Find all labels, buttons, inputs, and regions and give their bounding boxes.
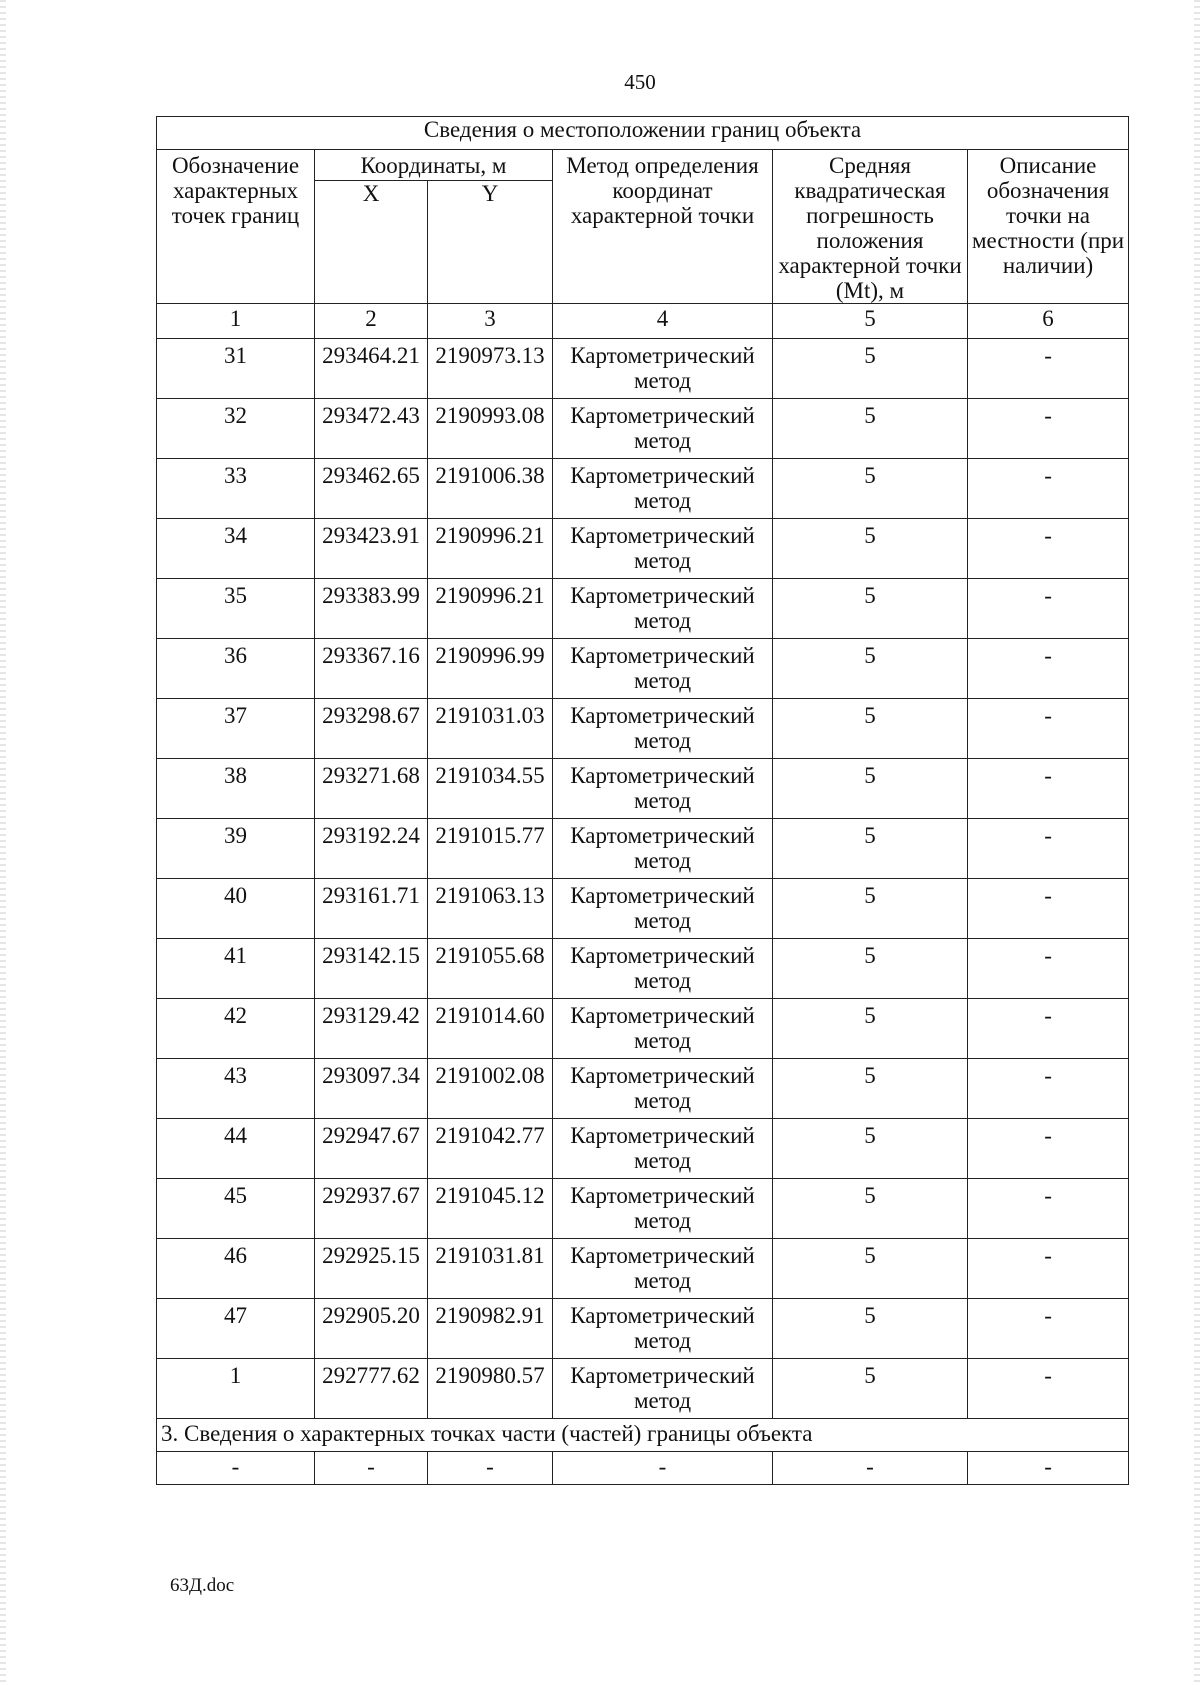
table-row — [157, 459, 1129, 519]
section-3-cell: - — [773, 1452, 968, 1485]
y-cell: 2191031.03 — [428, 699, 553, 759]
description-cell: - — [968, 1359, 1129, 1419]
error-cell: 5 — [773, 1119, 968, 1179]
method-cell: Картометрический метод — [553, 939, 773, 999]
table-row — [157, 819, 1129, 879]
description-cell: - — [968, 519, 1129, 579]
method-cell: Картометрический метод — [553, 1299, 773, 1359]
point-cell: 43 — [157, 1059, 315, 1119]
header-y: Y — [428, 181, 553, 304]
method-cell: Картометрический метод — [553, 759, 773, 819]
table-row — [157, 639, 1129, 699]
y-cell: 2191002.08 — [428, 1059, 553, 1119]
point-cell: 38 — [157, 759, 315, 819]
description-cell: - — [968, 699, 1129, 759]
column-number: 3 — [428, 304, 553, 339]
description-cell: - — [968, 1059, 1129, 1119]
description-cell: - — [968, 1179, 1129, 1239]
header-error: Средняя квадратическая погрешность положения характерной точки (Mt), м — [773, 150, 968, 304]
x-cell: 293367.16 — [315, 639, 428, 699]
description-cell: - — [968, 939, 1129, 999]
point-cell: 1 — [157, 1359, 315, 1419]
x-cell: 292905.20 — [315, 1299, 428, 1359]
method-cell: Картометрический метод — [553, 1059, 773, 1119]
table-row — [157, 1359, 1129, 1419]
point-cell: 39 — [157, 819, 315, 879]
method-cell: Картометрический метод — [553, 1359, 773, 1419]
point-cell: 47 — [157, 1299, 315, 1359]
method-cell: Картометрический метод — [553, 639, 773, 699]
header-description: Описание обозначения точки на местности (при наличии) — [968, 150, 1129, 304]
error-cell: 5 — [773, 579, 968, 639]
scan-edge-left — [0, 0, 6, 1686]
error-cell: 5 — [773, 1059, 968, 1119]
description-cell: - — [968, 459, 1129, 519]
x-cell: 293462.65 — [315, 459, 428, 519]
section-3-title: 3. Сведения о характерных точках части (частей) границы объекта — [157, 1419, 1129, 1452]
footer-filename: 63Д.doc — [170, 1575, 235, 1596]
method-cell: Картометрический метод — [553, 339, 773, 399]
description-cell: - — [968, 879, 1129, 939]
method-cell: Картометрический метод — [553, 579, 773, 639]
page-number: 450 — [624, 70, 656, 94]
error-cell: 5 — [773, 1239, 968, 1299]
y-cell: 2191006.38 — [428, 459, 553, 519]
error-cell: 5 — [773, 399, 968, 459]
y-cell: 2190993.08 — [428, 399, 553, 459]
column-number: 4 — [553, 304, 773, 339]
x-cell: 292777.62 — [315, 1359, 428, 1419]
description-cell: - — [968, 639, 1129, 699]
y-cell: 2191031.81 — [428, 1239, 553, 1299]
point-cell: 34 — [157, 519, 315, 579]
table-caption: Сведения о местоположении границ объекта — [157, 117, 1129, 150]
y-cell: 2191015.77 — [428, 819, 553, 879]
x-cell: 293423.91 — [315, 519, 428, 579]
error-cell: 5 — [773, 639, 968, 699]
method-cell: Картометрический метод — [553, 1119, 773, 1179]
method-cell: Картометрический метод — [553, 1239, 773, 1299]
point-cell: 42 — [157, 999, 315, 1059]
point-cell: 37 — [157, 699, 315, 759]
table-row — [157, 1119, 1129, 1179]
error-cell: 5 — [773, 699, 968, 759]
description-cell: - — [968, 999, 1129, 1059]
table-row — [157, 939, 1129, 999]
y-cell: 2190982.91 — [428, 1299, 553, 1359]
table-row — [157, 999, 1129, 1059]
x-cell: 293161.71 — [315, 879, 428, 939]
point-cell: 40 — [157, 879, 315, 939]
point-cell: 44 — [157, 1119, 315, 1179]
x-cell: 293383.99 — [315, 579, 428, 639]
section-3-cell: - — [553, 1452, 773, 1485]
y-cell: 2191014.60 — [428, 999, 553, 1059]
y-cell: 2190996.99 — [428, 639, 553, 699]
table-row — [157, 1299, 1129, 1359]
y-cell: 2191034.55 — [428, 759, 553, 819]
x-cell: 293298.67 — [315, 699, 428, 759]
error-cell: 5 — [773, 459, 968, 519]
table-row — [157, 519, 1129, 579]
error-cell: 5 — [773, 1359, 968, 1419]
y-cell: 2190996.21 — [428, 519, 553, 579]
method-cell: Картометрический метод — [553, 699, 773, 759]
description-cell: - — [968, 1239, 1129, 1299]
y-cell: 2190980.57 — [428, 1359, 553, 1419]
x-cell: 293192.24 — [315, 819, 428, 879]
y-cell: 2191055.68 — [428, 939, 553, 999]
column-number: 5 — [773, 304, 968, 339]
x-cell: 293271.68 — [315, 759, 428, 819]
method-cell: Картометрический метод — [553, 519, 773, 579]
y-cell: 2191063.13 — [428, 879, 553, 939]
point-cell: 45 — [157, 1179, 315, 1239]
method-cell: Картометрический метод — [553, 399, 773, 459]
method-cell: Картометрический метод — [553, 879, 773, 939]
error-cell: 5 — [773, 1179, 968, 1239]
error-cell: 5 — [773, 339, 968, 399]
table-row — [157, 1059, 1129, 1119]
y-cell: 2191042.77 — [428, 1119, 553, 1179]
x-cell: 293097.34 — [315, 1059, 428, 1119]
description-cell: - — [968, 1119, 1129, 1179]
column-number: 2 — [315, 304, 428, 339]
method-cell: Картометрический метод — [553, 459, 773, 519]
x-cell: 292947.67 — [315, 1119, 428, 1179]
header-coordinates: Координаты, м — [315, 150, 553, 181]
section-3-cell: - — [428, 1452, 553, 1485]
y-cell: 2190973.13 — [428, 339, 553, 399]
error-cell: 5 — [773, 519, 968, 579]
description-cell: - — [968, 759, 1129, 819]
point-cell: 31 — [157, 339, 315, 399]
description-cell: - — [968, 339, 1129, 399]
method-cell: Картометрический метод — [553, 999, 773, 1059]
description-cell: - — [968, 819, 1129, 879]
x-cell: 293129.42 — [315, 999, 428, 1059]
header-designation: Обозначение характерных точек границ — [157, 150, 315, 304]
section-3-cell: - — [157, 1452, 315, 1485]
header-method: Метод определения координат характерной точки — [553, 150, 773, 304]
table-row — [157, 579, 1129, 639]
description-cell: - — [968, 579, 1129, 639]
table-row — [157, 1179, 1129, 1239]
method-cell: Картометрический метод — [553, 1179, 773, 1239]
boundary-coordinates-table — [156, 116, 1129, 1485]
column-number: 1 — [157, 304, 315, 339]
point-cell: 36 — [157, 639, 315, 699]
table-row — [157, 1239, 1129, 1299]
description-cell: - — [968, 399, 1129, 459]
y-cell: 2191045.12 — [428, 1179, 553, 1239]
section-3-cell: - — [315, 1452, 428, 1485]
error-cell: 5 — [773, 879, 968, 939]
y-cell: 2190996.21 — [428, 579, 553, 639]
error-cell: 5 — [773, 939, 968, 999]
error-cell: 5 — [773, 999, 968, 1059]
error-cell: 5 — [773, 1299, 968, 1359]
x-cell: 293142.15 — [315, 939, 428, 999]
point-cell: 32 — [157, 399, 315, 459]
section-3-cell: - — [968, 1452, 1129, 1485]
x-cell: 292937.67 — [315, 1179, 428, 1239]
x-cell: 292925.15 — [315, 1239, 428, 1299]
x-cell: 293472.43 — [315, 399, 428, 459]
error-cell: 5 — [773, 759, 968, 819]
table-row — [157, 879, 1129, 939]
description-cell: - — [968, 1299, 1129, 1359]
column-number: 6 — [968, 304, 1129, 339]
table-row — [157, 759, 1129, 819]
error-cell: 5 — [773, 819, 968, 879]
scan-edge-right — [1194, 0, 1200, 1686]
point-cell: 41 — [157, 939, 315, 999]
table-row — [157, 699, 1129, 759]
table-row — [157, 399, 1129, 459]
table-body — [157, 339, 1129, 1419]
header-x: X — [315, 181, 428, 304]
point-cell: 33 — [157, 459, 315, 519]
point-cell: 35 — [157, 579, 315, 639]
x-cell: 293464.21 — [315, 339, 428, 399]
table-row — [157, 339, 1129, 399]
method-cell: Картометрический метод — [553, 819, 773, 879]
point-cell: 46 — [157, 1239, 315, 1299]
